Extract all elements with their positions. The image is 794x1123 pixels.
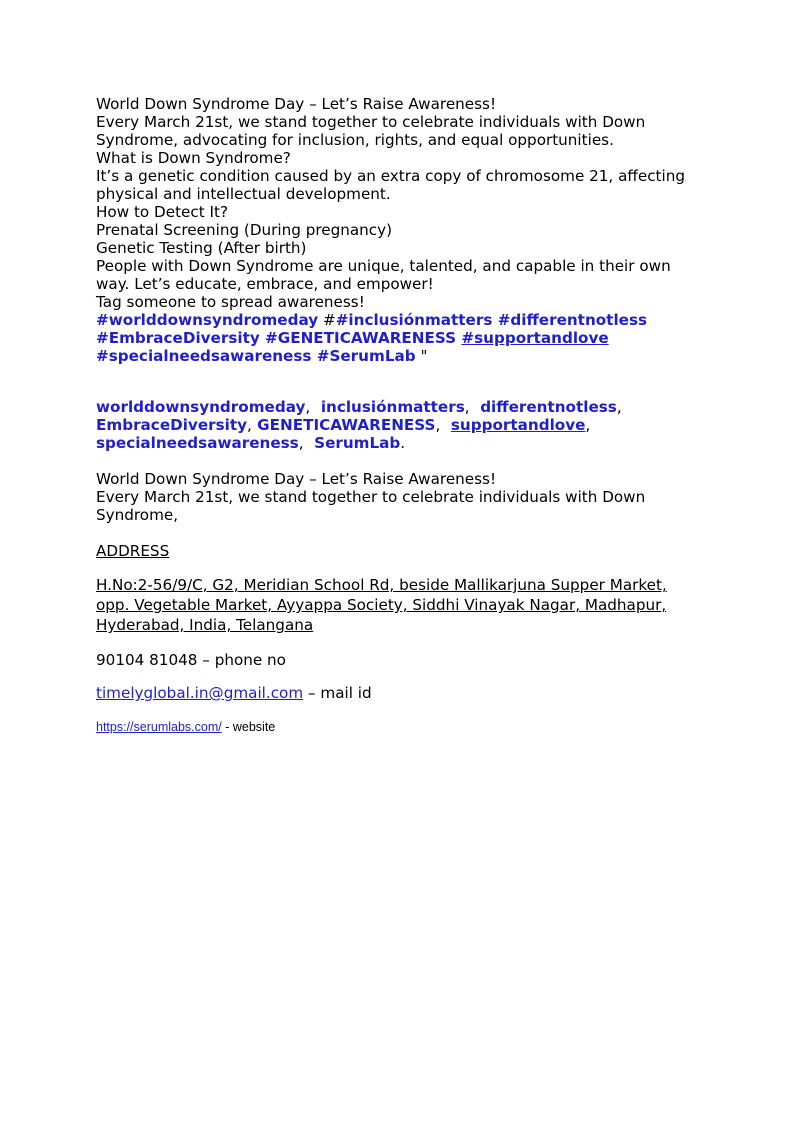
keyword[interactable]: worlddownsyndromeday [96,398,306,416]
phone-number: 90104 81048 – phone no [96,651,286,669]
address [96,575,696,635]
hashtag-line [96,311,706,329]
post-text [96,95,706,365]
hashtag[interactable]: #inclusiónmatters #differentnotless [335,311,648,329]
hashtag-line [96,329,706,347]
post-heading: What is Down Syndrome? [96,149,291,167]
address-heading: ADDRESS [96,542,170,560]
hashtag-separator: # [318,311,336,329]
keyword[interactable]: specialneedsawareness [96,434,299,452]
intro-line: Every March 21st, we stand together to celebrate individuals with Down [96,488,646,506]
website-link[interactable]: https://serumlabs.com/ [96,720,222,734]
keyword[interactable]: SerumLab [314,434,401,452]
keyword[interactable]: differentnotless [480,398,617,416]
quote-mark: " [415,347,428,365]
post-line: physical and intellectual development. [96,185,391,203]
address-line: H.No:2-56/9/C, G2, Meridian School Rd, beside Mallikarjuna Supper Market, [96,576,667,594]
hashtag-line [96,347,706,365]
hashtag[interactable]: #EmbraceDiversity #GENETICAWARENESS [96,329,457,347]
post-line: Tag someone to spread awareness! [96,293,365,311]
post-line: Syndrome, advocating for inclusion, rights, and equal opportunities. [96,131,614,149]
post-line: It’s a genetic condition caused by an extra copy of chromosome 21, affecting [96,167,685,185]
keyword[interactable]: inclusiónmatters [320,398,465,416]
post-heading: How to Detect It? [96,203,229,221]
address-line: Hyderabad, India, Telangana [96,616,314,634]
hashtag[interactable]: #worlddownsyndromeday [96,311,319,329]
intro-title: World Down Syndrome Day – Let’s Raise Awareness! [96,470,497,488]
post-title: World Down Syndrome Day – Let’s Raise Awareness! [96,95,497,113]
post-line: People with Down Syndrome are unique, talented, and capable in their own [96,257,671,275]
email-row [96,684,372,702]
hashtag[interactable]: #specialneedsawareness #SerumLab [96,347,416,365]
email-link[interactable]: timelyglobal.in@gmail.com [96,684,304,702]
post-line: Genetic Testing (After birth) [96,239,307,257]
keyword[interactable]: EmbraceDiversity [96,416,248,434]
intro-text [96,470,706,524]
post-line: Prenatal Screening (During pregnancy) [96,221,393,239]
intro-line: Syndrome, [96,506,179,524]
email-label: – mail id [303,684,372,702]
keyword-list: worlddownsyndromeday, inclusiónmatters, differentnotless, EmbraceDiversity, GENETICAWARENESS, supportandlove, specialneedsawareness, SerumLab. [96,398,622,452]
keyword[interactable]: GENETICAWARENESS [257,416,436,434]
post-line: Every March 21st, we stand together to celebrate individuals with Down [96,113,646,131]
website-label: - website [221,720,276,734]
hashtag-link[interactable]: #supportandlove [461,329,609,347]
post-line: way. Let’s educate, embrace, and empower! [96,275,434,293]
website-row [96,720,275,734]
address-line: opp. Vegetable Market, Ayyappa Society, Siddhi Vinayak Nagar, Madhapur, [96,596,667,614]
keyword-link[interactable]: supportandlove [450,416,586,434]
